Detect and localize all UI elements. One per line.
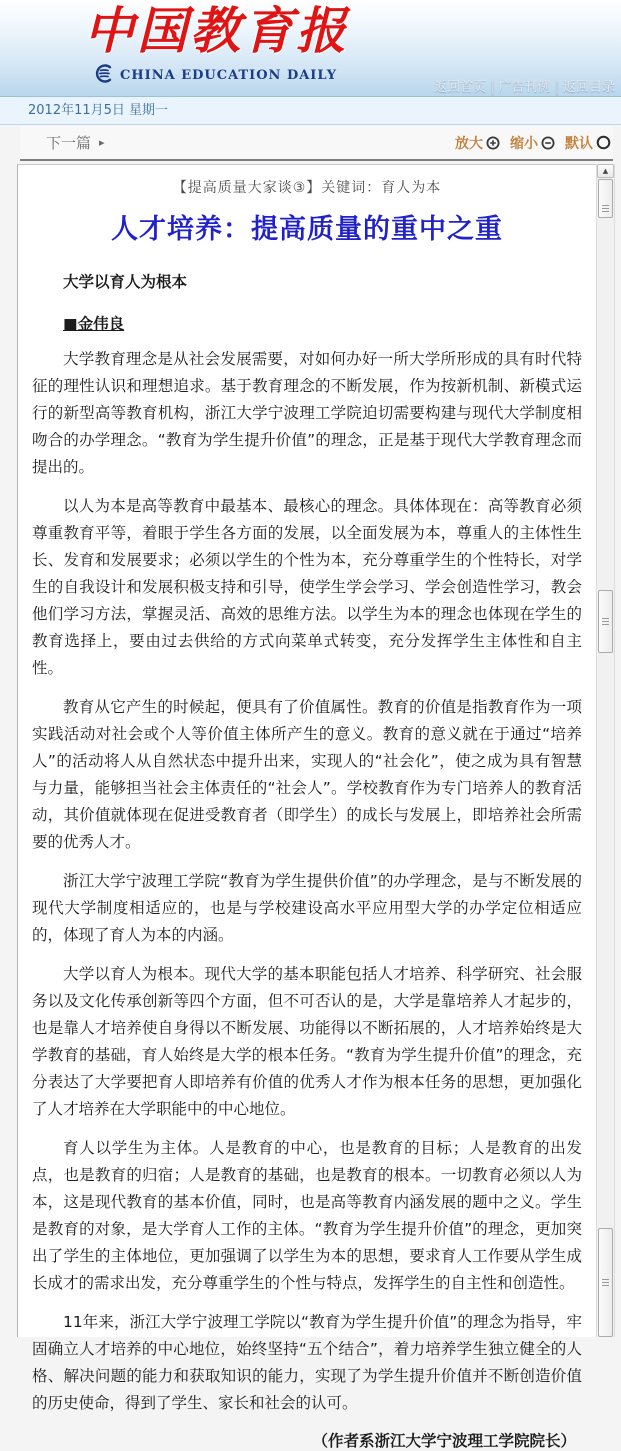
scrollbar-thumb[interactable] xyxy=(598,179,613,218)
header-link-toc[interactable]: 返回目录 xyxy=(562,80,615,95)
article-toolbar xyxy=(20,126,613,161)
author-name: ■金伟良 xyxy=(63,315,125,333)
next-arrow-icon: ▸ xyxy=(99,136,105,149)
article-panel xyxy=(17,164,598,1450)
section-heading: 大学以育人为根本 xyxy=(63,273,188,291)
banner-links xyxy=(434,76,615,95)
zoom-default-label: 默认 xyxy=(565,135,593,152)
article-paragraph: 教育从它产生的时候起，便具有了价值属性。教育的价值是指教育作为一项实践活动对社会或个人等价值主体所产生的意义。教育的意义就在于通过“培养人”的活动将人从自然状态中提升出来，实现人的“社会化”，使之成为具有智慧与力量，能够担当社会主体责任的“社会人”。学校教育作为专门培养人的教育活动，其价值就体现在促进受教育者（即学生）的成长与发展上，即培养社会所需要的优秀人才。 xyxy=(32,698,582,851)
zoom-controls xyxy=(455,133,611,153)
site-logo-chinese: 中国教育报 xyxy=(84,1,349,60)
article-paragraph: 浙江大学宁波理工学院“教育为学生提供价值”的办学理念，是与不断发展的现代大学制度相适应的，也是与学校建设高水平应用型大学的办学定位相适应的，体现了育人为本的内涵。 xyxy=(32,872,582,944)
zoom-out-icon xyxy=(541,136,555,150)
zoom-in-button[interactable] xyxy=(455,133,500,153)
article-title: 人才培养：提高质量的重中之重 xyxy=(111,214,503,245)
article-kicker: 【提高质量大家谈③】关键词：育人为本 xyxy=(172,180,442,196)
link-separator: | xyxy=(490,80,495,95)
header-link-ads[interactable]: 广告刊例 xyxy=(498,80,551,95)
zoom-default-button[interactable] xyxy=(565,133,611,153)
author-byline: （作者系浙江大学宁波理工学院院长） xyxy=(312,1432,576,1450)
scroll-up-button[interactable]: ▲ xyxy=(597,164,614,178)
article-paragraph: 11年来，浙江大学宁波理工学院以“教育为学生提升价值”的理念为指导，牢固确立人才培养的中心地位，始终坚持“五个结合”，着力培养学生独立健全的人格、解决问题的能力和获取知识的能力，实现了为学生提升价值并不断创造价值的历史使命，得到了学生、家长和社会的认可。 xyxy=(32,1313,582,1412)
header-link-home[interactable]: 返回首页 xyxy=(434,80,487,95)
logo-emblem-icon xyxy=(91,64,115,87)
date-bar xyxy=(0,97,621,125)
article-paragraph: 以人为本是高等教育中最基本、最核心的理念。具体体现在：高等教育必须尊重教育平等，着眼于学生各方面的发展，以全面发展为本，尊重人的主体性生长、发育和发展要求；必须以学生的个性为本，充分尊重学生的个性特长，对学生的自我设计和发展积极支持和引导，使学生学会学习、学会创造性学习，教会他们学习方法，掌握灵活、高效的思维方法。以学生为本的理念也体现在学生的教育选择上，要由过去供给的方式向菜单式转变，充分发挥学生主体性和自主性。 xyxy=(32,497,582,677)
article-paragraph: 大学以育人为根本。现代大学的基本职能包括人才培养、科学研究、社会服务以及文化传承创新等四个方面，但不可否认的是，大学是靠培养人才起步的，也是靠人才培养使自身得以不断发展、功能得以不断拓展的，人才培养始终是大学教育的基础，育人始终是大学的根本任务。“教育为学生提升价值”的理念，充分表达了大学要把育人即培养有价值的优秀人才作为根本任务的思想，更加强化了人才培养在大学职能中的中心地位。 xyxy=(32,965,582,1118)
zoom-in-icon xyxy=(486,136,500,150)
site-logo-english: CHINA EDUCATION DAILY xyxy=(120,68,337,83)
scrollbar-thumb[interactable] xyxy=(598,590,613,653)
article-paragraph: 育人以学生为主体。人是教育的中心，也是教育的目标；人是教育的出发点，也是教育的归宿；人是教育的基础，也是教育的根本。一切教育必须以人为本，这是现代教育的基本价值，同时，也是高等教育内涵发展的题中之义。学生是教育的对象，是大学育人工作的主体。“教育为学生提升价值”的理念，更加突出了学生的主体地位，更加强调了以学生为本的思想，要求育人工作要从学生成长成才的需求出发，充分尊重学生的个性与特点，发挥学生的自主性和创造性。 xyxy=(32,1139,582,1292)
article-paragraph: 大学教育理念是从社会发展需要，对如何办好一所大学所形成的具有时代特征的理性认识和理想追求。基于教育理念的不断发展，作为按新机制、新模式运行的新型高等教育机构，浙江大学宁波理工学院迫切需要构建与现代大学制度相吻合的办学理念。“教育为学生提升价值”的理念，正是基于现代大学教育理念而提出的。 xyxy=(32,350,582,476)
zoom-default-icon xyxy=(596,135,611,150)
zoom-in-label: 放大 xyxy=(455,135,483,152)
author-line xyxy=(32,312,582,334)
zoom-out-button[interactable] xyxy=(510,133,555,153)
site-logo xyxy=(84,0,349,87)
scrollbar[interactable] xyxy=(596,164,615,1337)
site-banner xyxy=(0,0,621,97)
zoom-out-label: 缩小 xyxy=(510,135,538,152)
next-article-button[interactable] xyxy=(46,132,105,153)
scrollbar-thumb[interactable] xyxy=(598,1228,613,1337)
date-display: 2012年11月5日 星期一 xyxy=(28,103,169,118)
link-separator: | xyxy=(554,80,559,95)
next-article-label: 下一篇 xyxy=(46,134,92,152)
